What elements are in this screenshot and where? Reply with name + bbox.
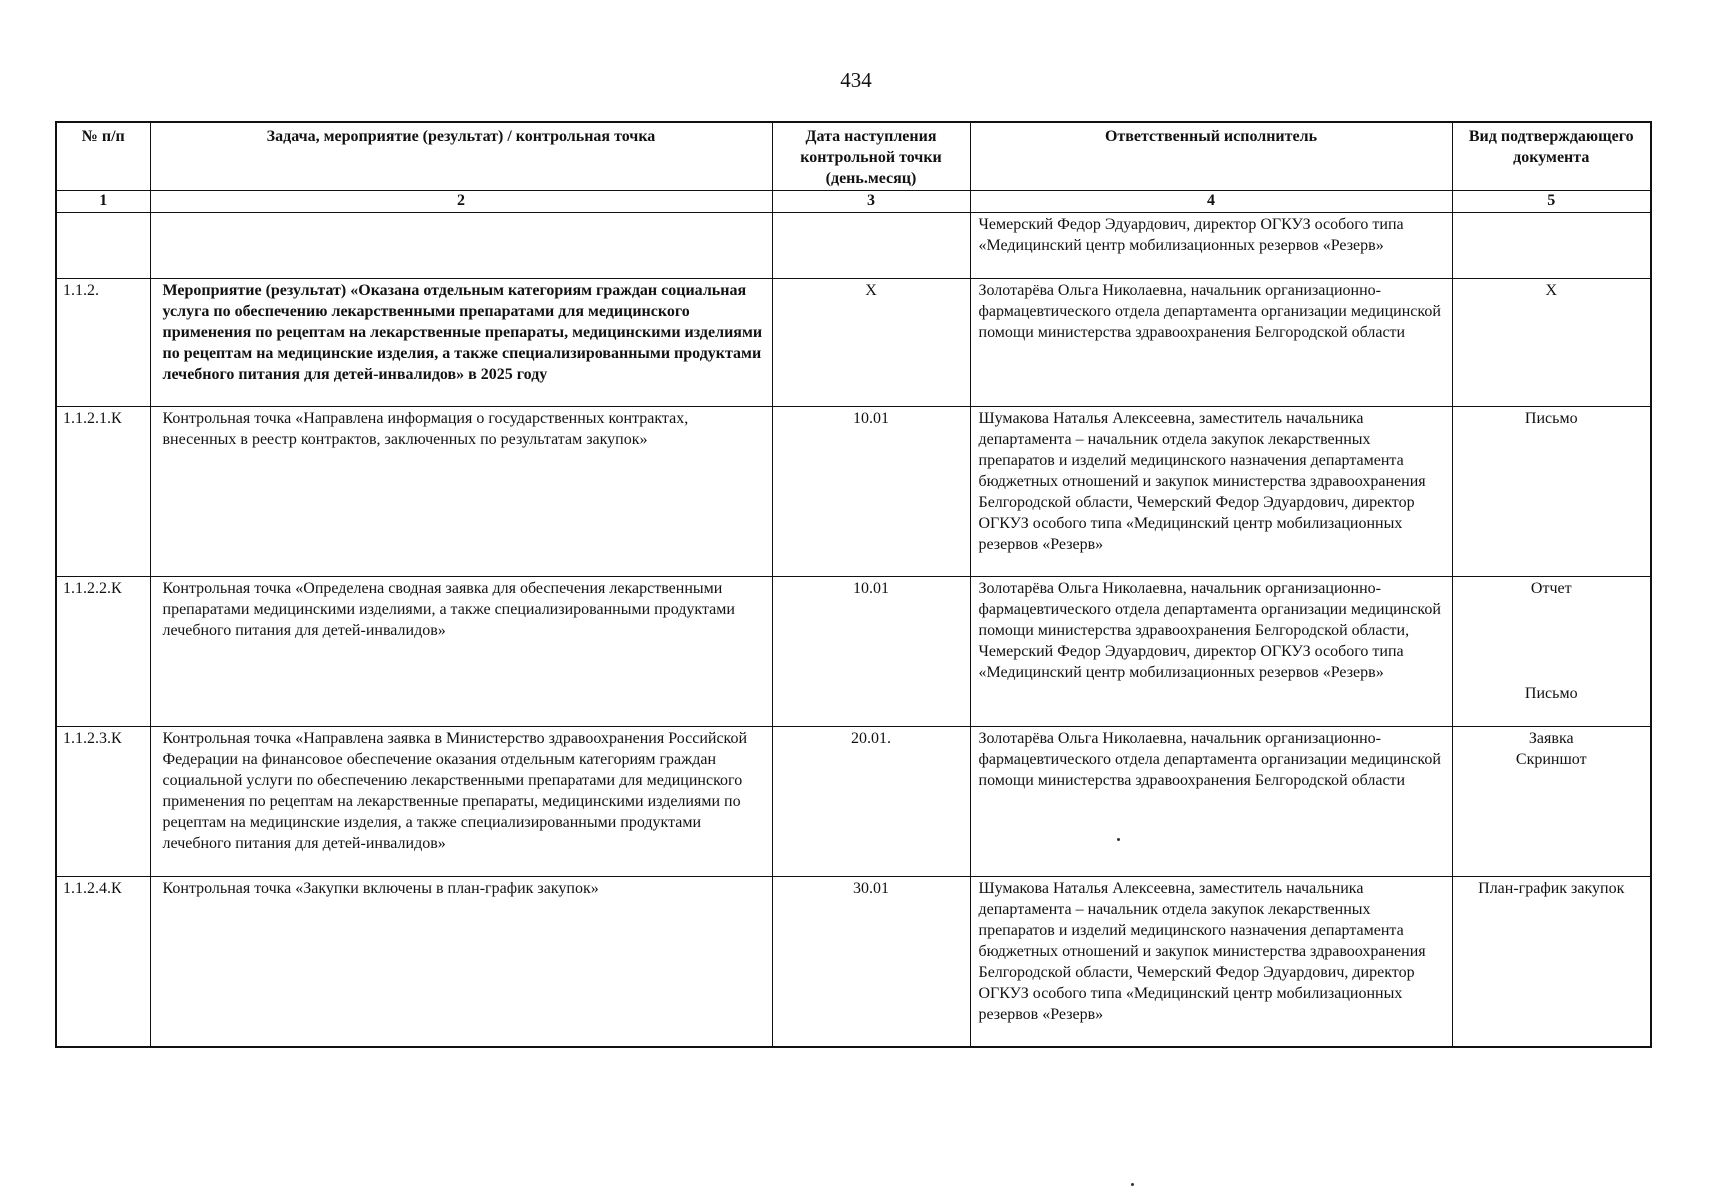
row-executor: Шумакова Наталья Алексеевна, заместитель начальника департамента – начальник отдела закупок лекарственных препаратов и изделий медицинского назначения департамента бюджетных отношений и закупок министерства здравоохранения Белгородской области, Чемерский Федор Эдуардович, директор ОГКУЗ особого типа «Медицинский центр мобилизационных резервов «Резерв» — [970, 407, 1452, 577]
row-date: 30.01 — [772, 877, 970, 1047]
column-number-row — [56, 191, 1651, 213]
header-task: Задача, мероприятие (результат) / контрольная точка — [150, 122, 772, 191]
column-number: 1 — [56, 191, 150, 213]
row-number: 1.1.2. — [56, 279, 150, 407]
row-task: Контрольная точка «Направлена информация о государственных контрактах, внесенных в реестр контрактов, заключенных по результатам закупок» — [150, 407, 772, 577]
column-number: 4 — [970, 191, 1452, 213]
row-document-type — [1452, 577, 1651, 727]
row-date: X — [772, 279, 970, 407]
document-type-line: Отчет — [1530, 580, 1572, 597]
row-task: Контрольная точка «Направлена заявка в Министерство здравоохранения Российской Федерации на финансовое обеспечение оказания отдельным категориям граждан социальной услуги по обеспечению лекарственными препаратами для медицинского применения по рецептам на лекарственные препараты, медицинскими изделиями по рецептам на медицинские изделия, а также специализированными продуктами лечебного питания для детей-инвалидов» — [150, 727, 772, 877]
row-executor — [970, 577, 1452, 727]
control-points-table — [55, 121, 1652, 1048]
row-task — [150, 213, 772, 279]
table-row — [56, 727, 1651, 877]
row-number: 1.1.2.2.К — [56, 577, 150, 727]
table-header-row — [56, 122, 1651, 191]
row-number: 1.1.2.4.К — [56, 877, 150, 1047]
row-document-type: X — [1452, 279, 1651, 407]
table-row — [56, 213, 1651, 279]
row-document-type: Письмо — [1452, 407, 1651, 577]
header-executor: Ответственный исполнитель — [970, 122, 1452, 191]
row-document-type — [1452, 213, 1651, 279]
row-date — [772, 213, 970, 279]
row-executor: Золотарёва Ольга Николаевна, начальник организационно-фармацевтического отдела департамента организации медицинской помощи министерства здравоохранения Белгородской области — [970, 279, 1452, 407]
table-row — [56, 877, 1651, 1047]
row-document-type — [1452, 727, 1651, 877]
row-number: 1.1.2.1.К — [56, 407, 150, 577]
row-date: 20.01. — [772, 727, 970, 877]
document-type-line: Письмо — [1524, 685, 1578, 702]
table-row — [56, 279, 1651, 407]
document-type-line: Заявка — [1528, 730, 1574, 747]
row-number — [56, 213, 150, 279]
row-document-type: План-график закупок — [1452, 877, 1651, 1047]
header-document-type: Вид подтверждающего документа — [1452, 122, 1651, 191]
header-number: № п/п — [56, 122, 150, 191]
row-executor: Шумакова Наталья Алексеевна, заместитель начальника департамента – начальник отдела закупок лекарственных препаратов и изделий медицинского назначения департамента бюджетных отношений и закупок министерства здравоохранения Белгородской области, Чемерский Федор Эдуардович, директор ОГКУЗ особого типа «Медицинский центр мобилизационных резервов «Резерв» — [970, 877, 1452, 1047]
column-number: 2 — [150, 191, 772, 213]
row-date: 10.01 — [772, 577, 970, 727]
table-row — [56, 407, 1651, 577]
header-date: Дата наступления контрольной точки (день.месяц) — [772, 122, 970, 191]
scan-speck — [1131, 1183, 1134, 1186]
document-type-line: Скриншот — [1515, 751, 1587, 768]
row-number: 1.1.2.3.К — [56, 727, 150, 877]
scan-speck — [1117, 838, 1120, 841]
page-number: 434 — [840, 68, 872, 92]
column-number: 3 — [772, 191, 970, 213]
row-date: 10.01 — [772, 407, 970, 577]
row-executor: Чемерский Федор Эдуардович, директор ОГКУЗ особого типа «Медицинский центр мобилизационных резервов «Резерв» — [970, 213, 1452, 279]
column-number: 5 — [1452, 191, 1651, 213]
row-task: Контрольная точка «Закупки включены в план-график закупок» — [150, 877, 772, 1047]
row-task: Контрольная точка «Определена сводная заявка для обеспечения лекарственными препаратами медицинскими изделиями, а также специализированными продуктами лечебного питания для детей-инвалидов» — [150, 577, 772, 727]
row-executor: Золотарёва Ольга Николаевна, начальник организационно-фармацевтического отдела департамента организации медицинской помощи министерства здравоохранения Белгородской области — [970, 727, 1452, 877]
table-row — [56, 577, 1651, 727]
executor-line: Золотарёва Ольга Николаевна, начальник организационно-фармацевтического отдела департамента организации медицинской помощи министерства здравоохранения Белгородской области, — [978, 580, 1441, 639]
executor-line: Чемерский Федор Эдуардович, директор ОГКУЗ особого типа «Медицинский центр мобилизационных резервов «Резерв» — [978, 643, 1404, 681]
row-task: Мероприятие (результат) «Оказана отдельным категориям граждан социальная услуга по обеспечению лекарственными препаратами для медицинского применения по рецептам на лекарственные препараты, медицинскими изделиями по рецептам на медицинские изделия, а также специализированными продуктами лечебного питания для детей-инвалидов» в 2025 году — [150, 279, 772, 407]
